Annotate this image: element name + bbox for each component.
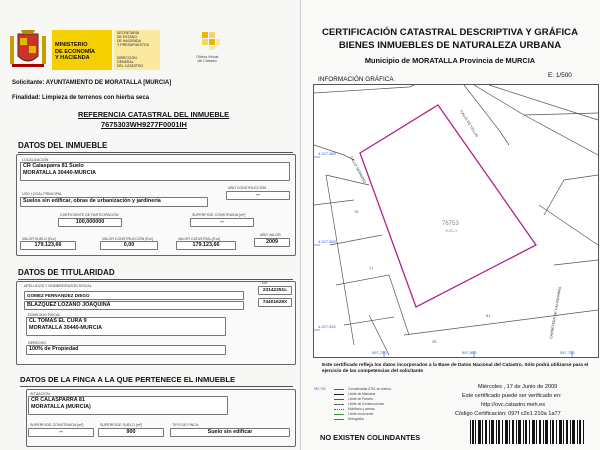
- sup-construida-label: SUPERFICIE CONSTRUIDA [m²]: [30, 423, 84, 427]
- coat-of-arms-logo: [10, 30, 46, 70]
- legend-line-6: [334, 419, 344, 420]
- datos-inmueble-underline: [18, 152, 293, 153]
- parcel-label-25: 25: [432, 339, 437, 344]
- parcel-label-81: 81: [486, 313, 491, 318]
- coord-bottom-2: 597,800: [462, 350, 477, 355]
- situacion-field: [28, 396, 228, 415]
- uso-value: Suelos sin edificar, obras de urbanización y jardinería: [23, 198, 161, 204]
- parcel-label-78: 78: [354, 209, 359, 214]
- parcel-label-77: 77: [369, 266, 374, 271]
- referencia-value: 7675303WH9277F0001IH: [101, 120, 187, 129]
- certificate-title-2: BIENES INMUEBLES DE NATURALEZA URBANA: [338, 40, 562, 51]
- legend-item-2: Límite de Parcela: [348, 397, 373, 401]
- ano-construccion-value: --: [256, 192, 260, 198]
- legend: [314, 384, 414, 432]
- coord-mid-left: 4,227,560: [318, 239, 336, 244]
- finca-underline: [20, 386, 293, 387]
- coord-bottom-3: 597,700: [560, 350, 575, 355]
- legend-item-4: Mobiliario y aceras: [348, 407, 375, 411]
- nif-2-field: [258, 298, 292, 307]
- uso-label: USO LOCAL PRINCIPAL: [22, 192, 63, 196]
- ano-construccion-field: [226, 191, 290, 200]
- legend-line-4: [334, 409, 344, 410]
- localizacion-field: [20, 162, 290, 181]
- municipio: Municipio de MORATALLA Provincia de MURCIA: [364, 56, 536, 65]
- colindantes: NO EXISTEN COLINDANTES: [320, 433, 421, 442]
- sup-suelo-field: [98, 428, 164, 437]
- sup-suelo-value: 900: [126, 429, 136, 435]
- valor-suelo-field: [20, 241, 76, 250]
- certificate-title-1: CERTIFICACIÓN CATASTRAL DESCRIPTIVA Y GRÁFICA: [321, 27, 579, 38]
- legend-line-2: [334, 399, 344, 400]
- legend-item-1: Límite de Manzana: [348, 392, 376, 396]
- coord-bottom-1: 597,700: [372, 350, 387, 355]
- localizacion-line-2: MORATALLA 30440-MURCIA: [23, 170, 96, 176]
- solicitante: Solicitante: AYUNTAMIENTO DE MORATALLA [MURCIA]: [12, 80, 172, 86]
- datos-inmueble-title: DATOS DEL INMUEBLE: [18, 141, 108, 150]
- tipo-finca-field: [170, 428, 290, 437]
- finca-title: DATOS DE LA FINCA A LA QUE PERTENECE EL INMUEBLE: [20, 375, 236, 384]
- superficie-field: [190, 218, 254, 227]
- street-yellin: CALLE DE YELLIN: [459, 109, 479, 138]
- legend-line-3: [334, 404, 344, 405]
- nif-label: NIF: [262, 281, 268, 285]
- titularidad-underline: [18, 279, 293, 280]
- legend-line-0: [334, 389, 344, 390]
- titular-1-name: GOMEZ FERNANDEZ DIEGO: [27, 293, 90, 298]
- apellidos-label: APELLIDOS Y NOMBRE/RAZÓN SOCIAL: [24, 284, 92, 288]
- finalidad: Finalidad: Limpieza de terrenos con hierba seca: [12, 95, 150, 101]
- coord-low-left: 4,227,542: [318, 324, 336, 329]
- verify-url[interactable]: http://ovc.catastro.meh.es: [481, 402, 546, 408]
- certificate-date: Miércoles , 17 de Junio de 2009: [478, 384, 558, 390]
- legend-item-3: Límite de Construcciones: [348, 402, 384, 406]
- street-calasparra: CARRETERA DE CALASPARRA: [549, 286, 563, 340]
- valor-construccion-label: VALOR CONSTRUCCIÓN [Eur]: [102, 237, 153, 241]
- valor-catastral-label: VALOR CATASTRAL [Eur]: [178, 237, 221, 241]
- situacion-line-1: CR CALASPARRA 81: [31, 397, 85, 403]
- legend-item-6: Hidrografía: [348, 417, 364, 421]
- street-serrano: CALLE SERRANO: [349, 155, 367, 185]
- localizacion-label: LOCALIZACIÓN: [22, 158, 49, 162]
- titularidad-title: DATOS DE TITULARIDAD: [18, 268, 115, 277]
- direccion-name: DIRECCIÓN GENERAL DEL CATASTRO: [117, 56, 144, 68]
- informacion-grafica: INFORMACIÓN GRÁFICA: [318, 76, 394, 83]
- titular-1-field: [24, 291, 244, 300]
- coeficiente-value: 100,000000: [75, 219, 105, 225]
- certificate-statement: Este certificado refleja los datos incorporados a la Base de Datos Nacional del Catastro. Sólo podrá utilizarse para el ejercicio de las competencias del solicitante: [322, 363, 589, 374]
- valor-catastral-field: [176, 241, 236, 250]
- superficie-label: SUPERFICIE CONSTRUIDA [m²]: [192, 213, 246, 217]
- superficie-value: --: [220, 219, 224, 225]
- legend-coord: 597,700: [314, 387, 326, 391]
- domicilio-line-2: MORATALLA 30440-MURCIA: [29, 325, 102, 331]
- derecho-label: DERECHO: [28, 341, 46, 345]
- ano-valor-value: 2009: [266, 239, 278, 245]
- sup-construida-field: [28, 428, 94, 437]
- oficina-virtual-name: Oficina Virtual del Catastro: [196, 55, 219, 63]
- escala: E: 1/500: [548, 72, 572, 79]
- ano-construccion-label: AÑO CONSTRUCCIÓN: [228, 186, 267, 190]
- situacion-line-2: MORATALLA (MURCIA): [31, 404, 91, 410]
- uso-field: [20, 197, 208, 207]
- valor-construccion-value: 0,00: [123, 242, 135, 248]
- domicilio-field: [26, 317, 226, 336]
- ano-valor-label: AÑO VALOR: [260, 233, 281, 237]
- nif-1-value: 23142251L: [262, 288, 288, 293]
- barcode: [470, 420, 585, 444]
- ministry-name: MINISTERIO DE ECONOMÍA Y HACIENDA: [55, 42, 96, 61]
- legend-line-5: [334, 414, 344, 415]
- tipo-finca-label: TIPO DE FINCA: [172, 423, 199, 427]
- coord-top-left: 4,227,580: [318, 151, 336, 156]
- parcel-reference: 76753: [442, 221, 459, 227]
- domicilio-label: DOMICILIO FISCAL: [28, 313, 61, 317]
- coeficiente-field: [58, 218, 122, 227]
- localizacion-line-1: CR Calasparra 81 Suelo: [23, 163, 84, 169]
- legend-line-1: [334, 394, 344, 395]
- valor-catastral-value: 179.123,66: [192, 242, 220, 248]
- cadastral-map: [313, 84, 599, 358]
- referencia-title: REFERENCIA CATASTRAL DEL INMUEBLE: [78, 110, 230, 119]
- situacion-label: SITUACIÓN: [30, 392, 50, 396]
- domicilio-line-1: CL TOMAS EL CURA 9: [29, 318, 87, 324]
- nif-1-field: [258, 286, 292, 295]
- legend-item-5: Límite zona verde: [348, 412, 374, 416]
- tipo-finca-value: Suelo sin edificar: [207, 429, 253, 435]
- verify-line-1: Este certificado puede ser verificado en:: [462, 393, 562, 399]
- sup-suelo-label: SUPERFICIE SUELO [m²]: [100, 423, 142, 427]
- titular-2-name: BLAZQUEZ LOZANO JOAQUINA: [27, 302, 111, 308]
- coeficiente-label: COEFICIENTE DE PARTICIPACIÓN: [60, 213, 119, 217]
- derecho-value: 100% de Propiedad: [29, 346, 79, 352]
- cadastral-map-svg: [314, 85, 598, 357]
- sup-construida-value: --: [59, 429, 63, 435]
- valor-construccion-field: [100, 241, 158, 250]
- codigo-certificacion: Código Certificación: 097f c2e1 210a 1a77: [455, 411, 561, 417]
- nif-2-value: 74401629X: [262, 300, 288, 305]
- oficina-virtual-logo: [200, 30, 222, 52]
- derecho-field: [26, 345, 226, 355]
- valor-suelo-label: VALOR SUELO [Eur]: [22, 237, 56, 241]
- legend-item-0: Coordenadas UTM, en metros.: [348, 387, 392, 391]
- ano-valor-field: [254, 238, 290, 247]
- parcel-sub: SUELO: [445, 229, 458, 233]
- secretaria-name: SECRETARÍA DE ESTADO DE HACIENDA Y PRESUPUESTOS: [117, 31, 149, 47]
- titular-2-field: [24, 301, 244, 310]
- valor-suelo-value: 179.123,66: [34, 242, 62, 248]
